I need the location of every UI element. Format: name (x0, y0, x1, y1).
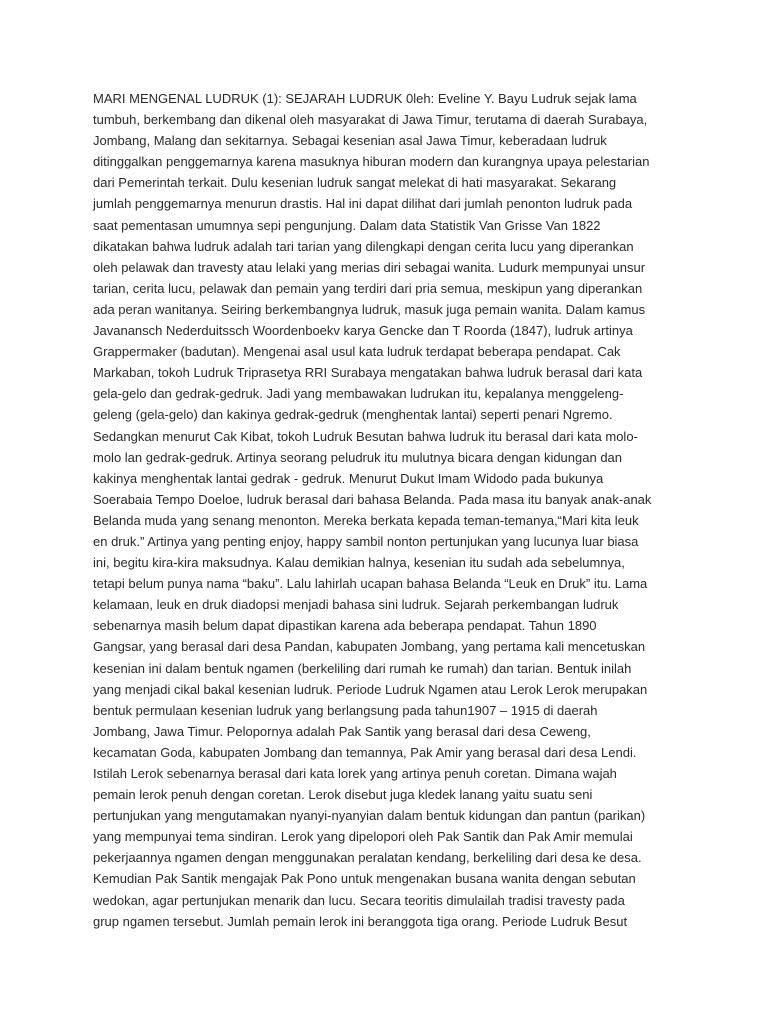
text-line: kesenian ini dalam bentuk ngamen (berkeliling dari rumah ke rumah) dan tarian. Bentuk inilah (93, 660, 632, 676)
text-line: dari Pemerintah terkait. Dulu kesenian ludruk sangat melekat di hati masyarakat. Sekarang (93, 175, 617, 191)
text-line: yang mempunyai tema sindiran. Lerok yang dipelopori oleh Pak Santik dan Pak Amir memulai (93, 829, 633, 845)
text-line: Javanansch Nederduitssch Woordenboekv karya Gencke dan T Roorda (1847), ludruk artinya (93, 323, 633, 339)
text-line: Jombang, Malang dan sekitarnya. Sebagai kesenian asal Jawa Timur, keberadaan ludruk (93, 133, 607, 149)
text-line: kakinya menghentak lantai gedrak - gedruk. Menurut Dukut Imam Widodo pada bukunya (93, 470, 604, 486)
text-line: Soerabaia Tempo Doeloe, ludruk berasal dari bahasa Belanda. Pada masa itu banyak anak-anak (93, 491, 652, 507)
text-line: bentuk permulaan kesenian ludruk yang berlangsung pada tahun1907 – 1915 di daerah (93, 702, 598, 718)
text-line: saat pementasan umumnya sepi pengunjung. Dalam data Statistik Van Grisse Van 1822 (93, 217, 601, 233)
text-line: tumbuh, berkembang dan dikenal oleh masyarakat di Jawa Timur, terutama di daerah Surabaya, (93, 112, 648, 128)
text-line: dikatakan bahwa ludruk adalah tari tarian yang dilengkapi dengan cerita lucu yang diperankan (93, 238, 634, 254)
body-text (93, 88, 683, 932)
text-line: jumlah penggemarnya menurun drastis. Hal ini dapat dilihat dari jumlah penonton ludruk pada (93, 196, 633, 212)
text-line: molo lan gedrak-gedruk. Artinya seorang peludruk itu mulutnya bicara dengan kidungan dan (93, 449, 623, 465)
text-line: pemain lerok penuh dengan coretan. Lerok disebut juga kledek lanang yaitu suatu seni (93, 787, 593, 803)
text-line: en druk.” Artinya yang penting enjoy, happy sambil nonton pertunjukan yang lucunya luar biasa (93, 533, 639, 549)
text-line: yang menjadi cikal bakal kesenian ludruk. Periode Ludruk Ngamen atau Lerok Lerok merupakan (93, 681, 648, 697)
text-line: gela-gelo dan gedrak-gedruk. Jadi yang membawakan ludrukan itu, kepalanya menggeleng- (93, 386, 624, 402)
text-line: ini, begitu kira-kira maksudnya. Kalau demikian halnya, kesenian itu sudah ada sebelumnya, (93, 555, 625, 571)
text-line: ada peran wanitanya. Seiring berkembangnya ludruk, masuk juga pemain wanita. Dalam kamus (93, 301, 646, 317)
text-line: sebenarnya masih belum dapat dipastikan karena ada beberapa pendapat. Tahun 1890 (93, 618, 597, 634)
text-line: Belanda muda yang senang menonton. Mereka berkata kepada teman-temanya,“Mari kita leuk (93, 512, 639, 528)
text-line: ditinggalkan penggemarnya karena masuknya hiburan modern dan kurangnya upaya pelestarian (93, 154, 650, 170)
text-line: tetapi belum punya nama “baku”. Lalu lahirlah ucapan bahasa Belanda “Leuk en Druk” itu. Lama (93, 576, 648, 592)
text-line: Kemudian Pak Santik mengajak Pak Pono untuk mengenakan busana wanita dengan sebutan (93, 871, 636, 887)
text-line: grup ngamen tersebut. Jumlah pemain lerok ini beranggota tiga orang. Periode Ludruk Besut (93, 913, 628, 929)
text-line: pertunjukan yang mengutamakan nyanyi-nyanyian dalam bentuk kidungan dan pantun (parikan) (93, 808, 646, 824)
text-line: geleng (gela-gelo) dan kakinya gedrak-gedruk (menghentak lantai) seperti penari Ngremo. (93, 407, 613, 423)
text-line: oleh pelawak dan travesty atau lelaki yang merias diri sebagai wanita. Ludurk mempunyai unsur (93, 259, 646, 275)
text-line: Jombang, Jawa Timur. Pelopornya adalah Pak Santik yang berasal dari desa Ceweng, (93, 723, 591, 739)
text-line: kelamaan, leuk en druk diadopsi menjadi bahasa sini ludruk. Sejarah perkembangan ludruk (93, 597, 619, 613)
text-line: wedokan, agar pertunjukan menarik dan lucu. Secara teoritis dimulailah tradisi travesty pada (93, 892, 625, 908)
text-line: Markaban, tokoh Ludruk Triprasetya RRI Surabaya mengatakan bahwa ludruk berasal dari kata (93, 365, 643, 381)
text-line: tarian, cerita lucu, pelawak dan pemain yang terdiri dari pria semua, meskipun yang diperankan (93, 280, 643, 296)
text-line: kecamatan Goda, kabupaten Jombang dan temannya, Pak Amir yang berasal dari desa Lendi. (93, 744, 637, 760)
text-line: Gangsar, yang berasal dari desa Pandan, kabupaten Jombang, yang pertama kali mencetuskan (93, 639, 646, 655)
text-line: MARI MENGENAL LUDRUK (1): SEJARAH LUDRUK 0leh: Eveline Y. Bayu Ludruk sejak lama (93, 91, 637, 106)
text-line: Grappermaker (badutan). Mengenai asal usul kata ludruk terdapat beberapa pendapat. Cak (93, 344, 621, 360)
text-line: Istilah Lerok sebenarnya berasal dari kata lorek yang artinya penuh coretan. Dimana wajah (93, 766, 617, 781)
text-line: Sedangkan menurut Cak Kibat, tokoh Ludruk Besutan bahwa ludruk itu berasal dari kata molo- (93, 428, 638, 444)
text-line: pekerjaannya ngamen dengan menggunakan peralatan kendang, berkeliling dari desa ke desa. (93, 850, 642, 866)
